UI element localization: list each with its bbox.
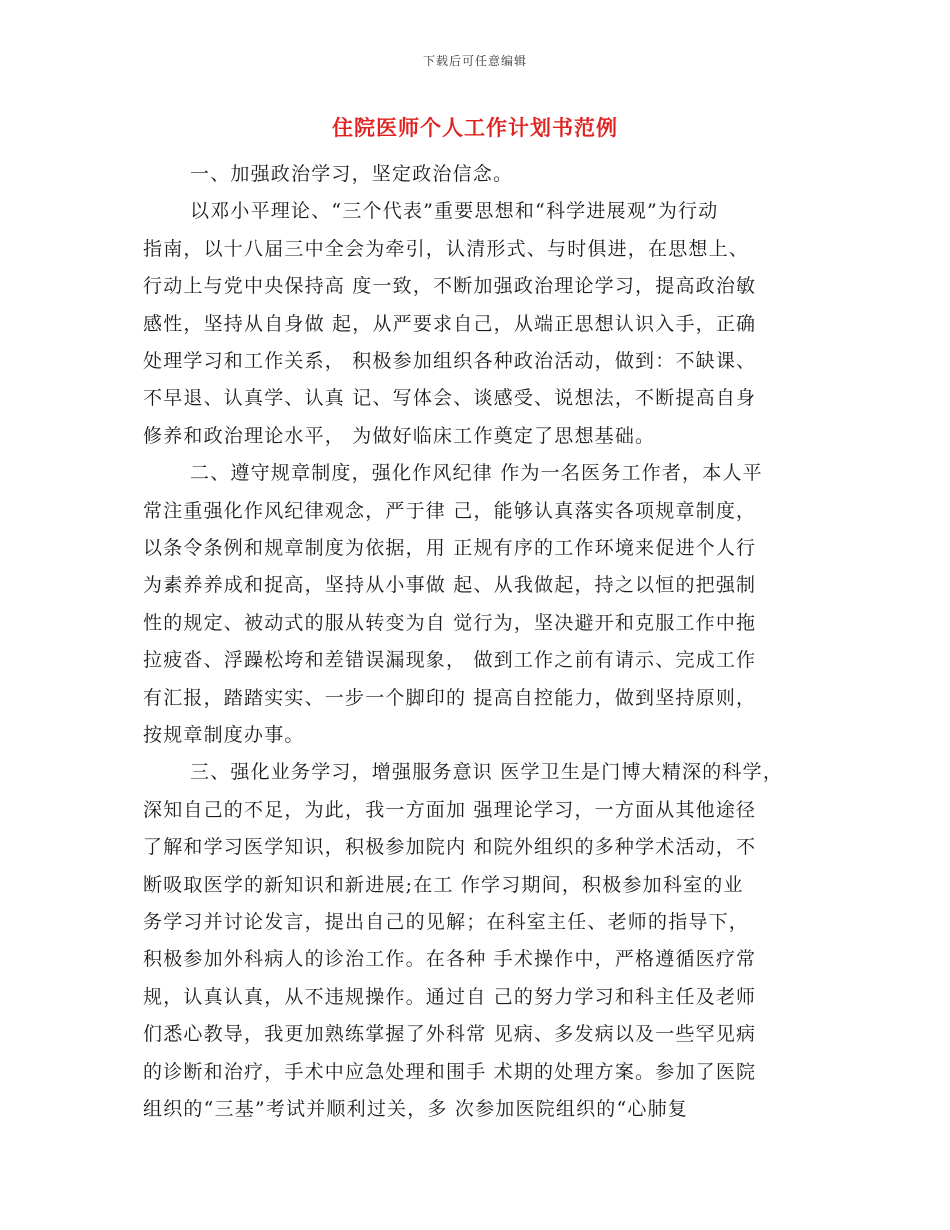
body-line: 深知自己的不足，为此，我一方面加 强理论学习，一方面从其他途径	[143, 798, 757, 821]
body-line: 的诊断和治疗，手术中应急处理和围手 术期的处理方案。参加了医院	[143, 1060, 757, 1083]
body-line: 们悉心教导，我更加熟练掌握了外科常 见病、多发病以及一些罕见病	[143, 1023, 757, 1046]
body-line: 以邓小平理论、“三个代表”重要思想和“科学进展观”为行动	[190, 200, 719, 223]
body-line: 规，认真认真，从不违规操作。通过自 己的努力学习和科主任及老师	[143, 985, 757, 1008]
header-note: 下载后可任意编辑	[422, 54, 527, 68]
body-line: 处理学习和工作关系， 积极参加组织各种政治活动，做到：不缺课、	[143, 350, 757, 372]
body-line: 以条令条例和规章制度为依据，用 正规有序的工作环境来促进个人行	[143, 537, 757, 559]
body-line: 积极参加外科病人的诊治工作。在各种 手术操作中，严格遵循医疗常	[143, 948, 757, 971]
body-line: 拉疲沓、浮躁松垮和差错误漏现象， 做到工作之前有请示、完成工作	[143, 649, 757, 672]
body-line: 指南，以十八届三中全会为牵引，认清形式、与时俱进，在思想上、	[143, 237, 750, 260]
body-line: 二、遵守规章制度，强化作风纪律 作为一名医务工作者，本人平	[190, 462, 763, 485]
body-line: 务学习并讨论发言，提出自己的见解；在科室主任、老师的指导下，	[143, 911, 750, 933]
body-line: 断吸取医学的新知识和新进展;在工 作学习期间，积极参加科室的业	[143, 873, 744, 896]
body-line: 性的规定、被动式的服从转变为自 觉行为，坚决避开和克服工作中拖	[143, 611, 757, 634]
body-line: 为素养养成和捉高，坚持从小事做 起、从我做起，持之以恒的把强制	[143, 574, 757, 597]
body-line: 行动上与党中央保持高 度一致，不断加强政治理论学习，提高政治敏	[143, 275, 757, 298]
body-line: 感性，坚持从自身做 起，从严要求自己，从端正思想认识入手，正确	[143, 312, 757, 335]
body-line: 了解和学习医学知识，积极参加院内 和院外组织的多种学术活动，不	[143, 836, 757, 859]
body-line: 修养和政治理论水平， 为做好临床工作奠定了思想基础。	[143, 424, 656, 447]
body-line: 不早退、认真学、认真 记、写体会、谈感受、说想法，不断提高自身	[143, 387, 757, 410]
body-line: 按规章制度办事。	[143, 724, 305, 746]
body-line: 有汇报，踏踏实实、一步一个脚印的 提高自控能力，做到坚持原则，	[143, 686, 757, 709]
body-line: 一、加强政治学习，坚定政治信念。	[190, 163, 514, 185]
document-title: 住院医师个人工作计划书范例	[332, 115, 618, 140]
body-line: 组织的“三基”考试并顺利过关，多 次参加医院组织的“心肺复	[143, 1098, 688, 1120]
body-line: 三、强化业务学习，增强服务意识 医学卫生是门博大精深的科学，	[190, 761, 784, 784]
body-line: 常注重强化作风纪律观念，严于律 己，能够认真落实各项规章制度，	[143, 499, 757, 522]
